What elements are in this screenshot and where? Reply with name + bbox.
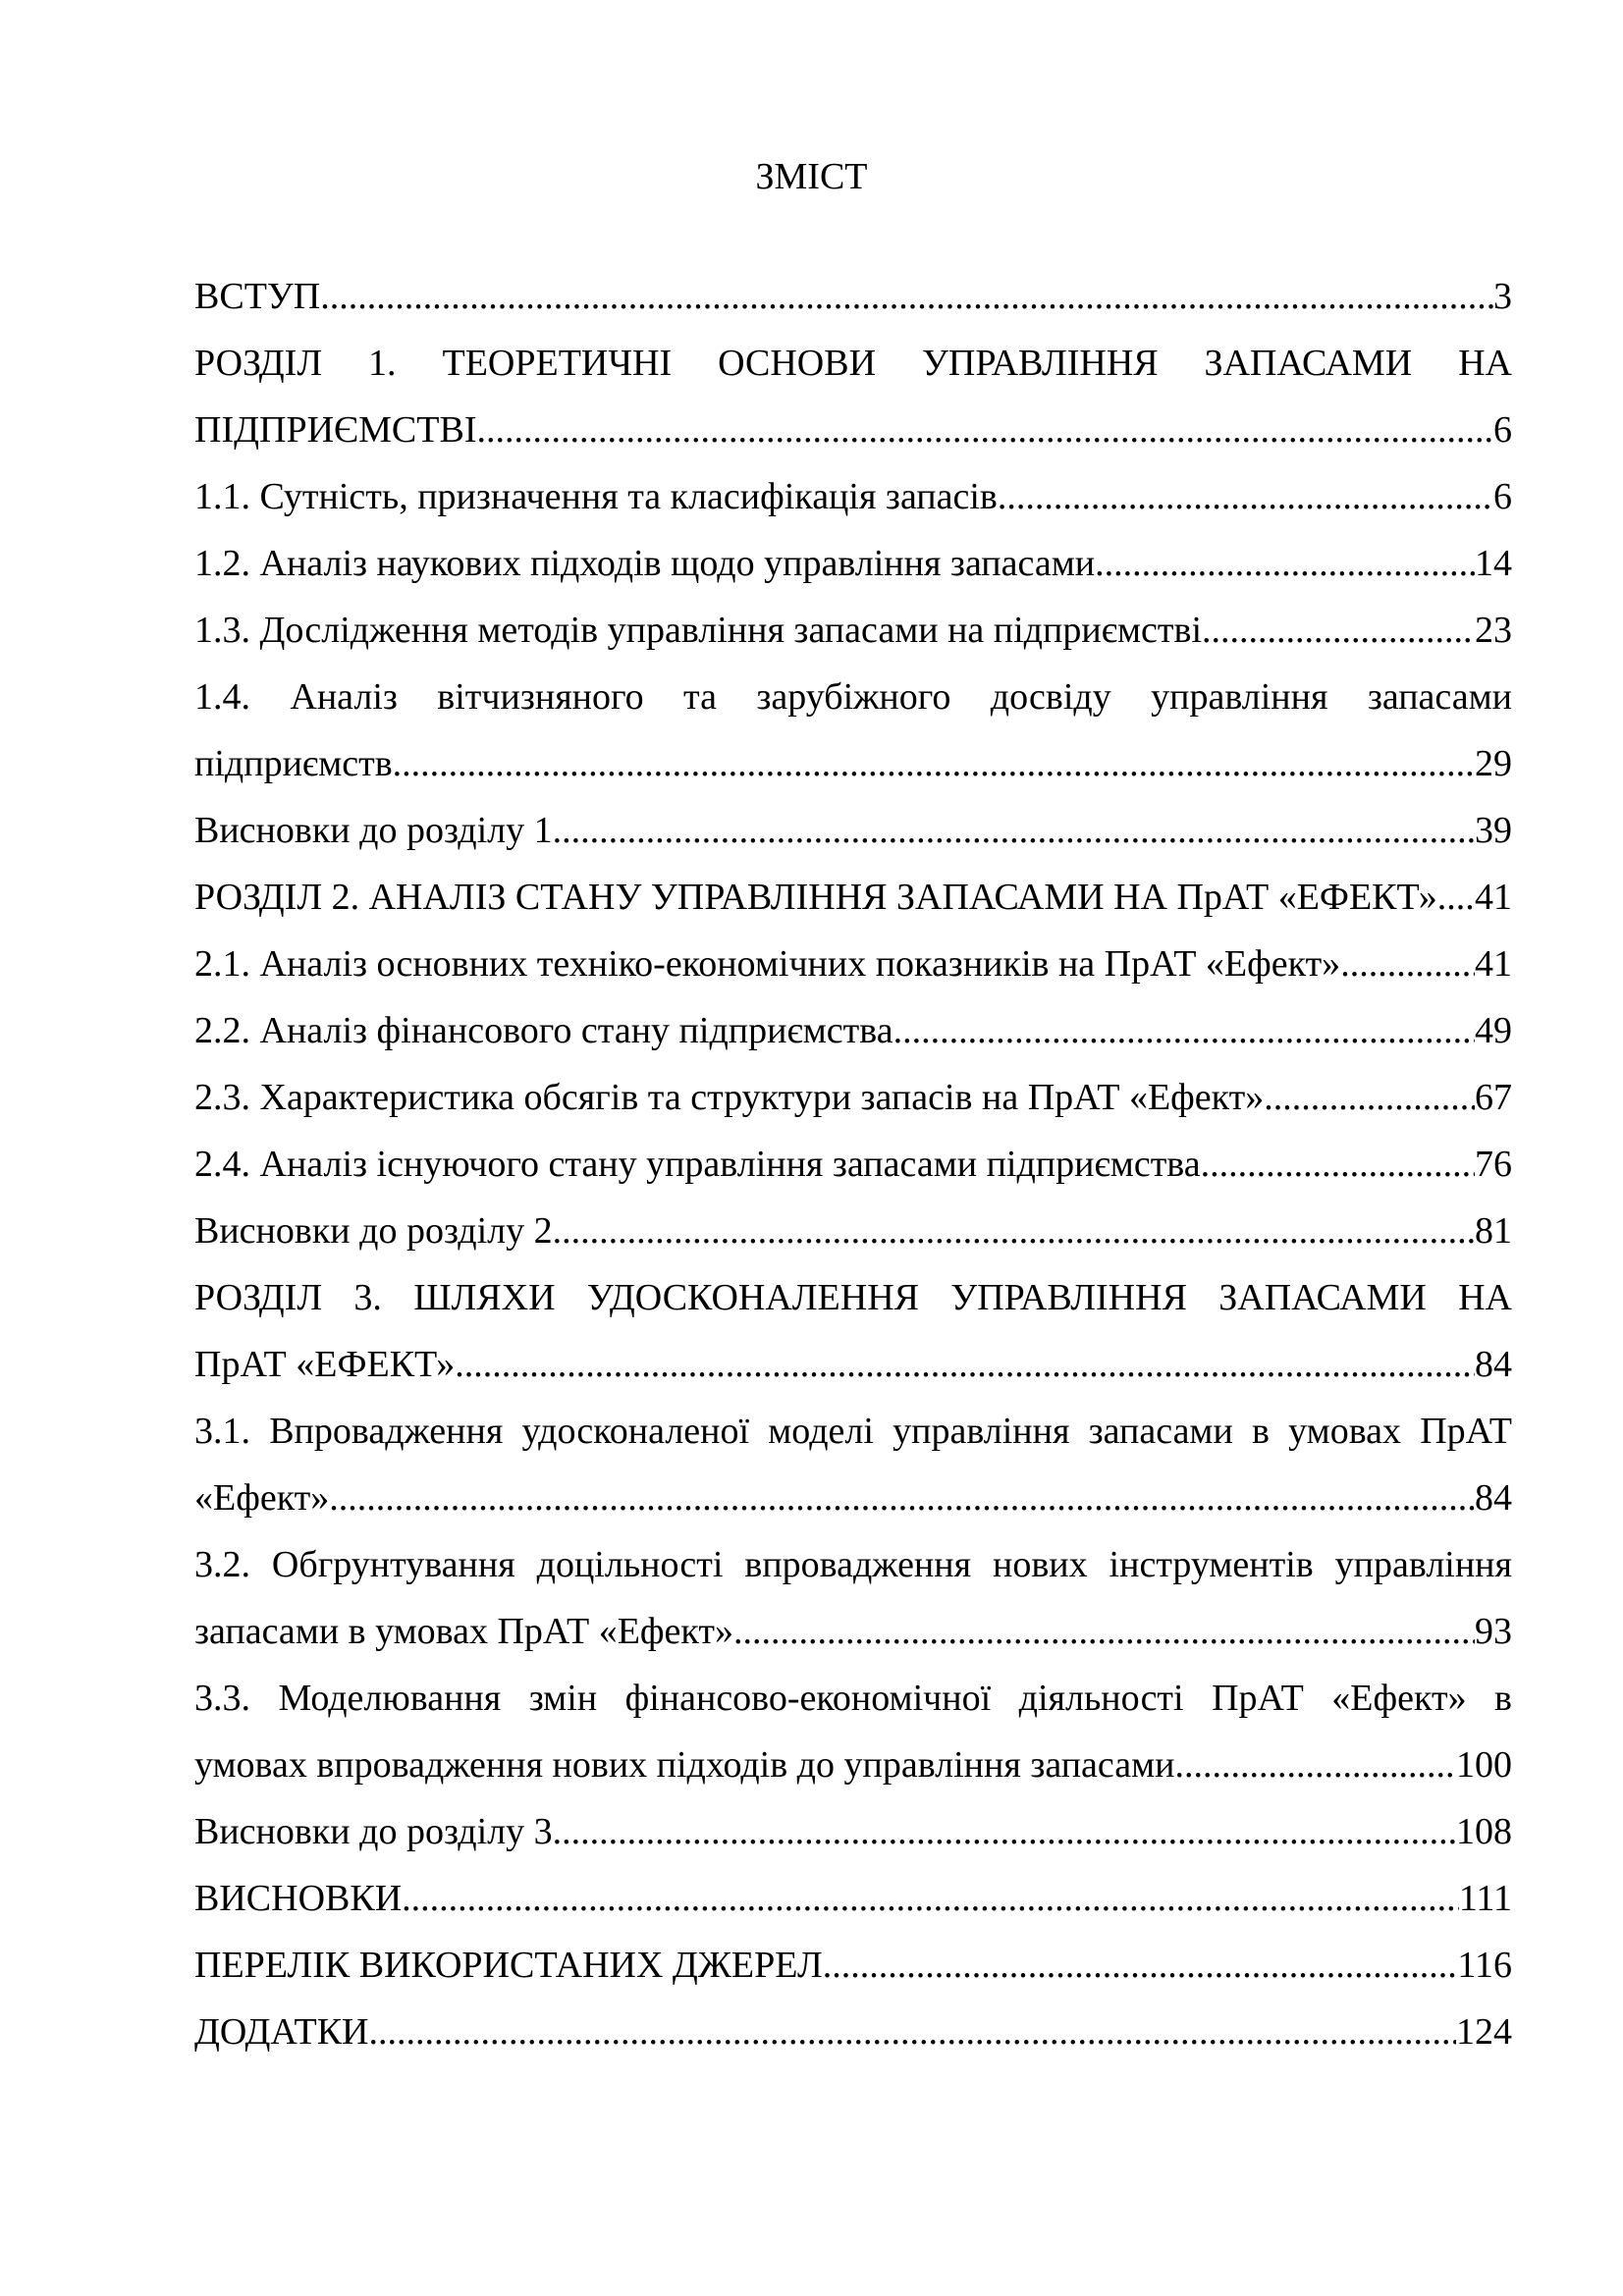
toc-entry-heading-text: 3.3. Моделювання змін фінансово-економічної діяльності ПрАТ «Ефект» в xyxy=(194,1678,1512,1719)
toc-entry xyxy=(194,530,1512,597)
toc-entry-first-line xyxy=(194,1665,1512,1732)
toc-entry-text: 2.1. Аналіз основних техніко-економічних показників на ПрАТ «Ефект» xyxy=(194,943,1341,985)
toc-page-number: 6 xyxy=(1493,476,1512,517)
toc-page-number: 84 xyxy=(1475,1477,1512,1519)
toc-entry-text: ВСТУП xyxy=(194,276,321,317)
dot-leader xyxy=(393,730,1475,797)
toc-entry xyxy=(194,1331,1512,1398)
toc-entry xyxy=(194,1798,1512,1865)
dot-leader xyxy=(553,1198,1475,1264)
toc-entry-first-line xyxy=(194,1264,1512,1331)
dot-leader xyxy=(455,1331,1475,1398)
toc-entry xyxy=(194,1932,1512,1999)
toc-page-number: 29 xyxy=(1475,743,1512,784)
dot-leader xyxy=(1201,1131,1475,1198)
toc-entry-text: 1.1. Сутність, призначення та класифікація запасів xyxy=(194,476,998,517)
toc-page-number: 49 xyxy=(1475,1010,1512,1051)
toc-entry xyxy=(194,864,1512,931)
toc-entry xyxy=(194,797,1512,864)
toc-page-number: 23 xyxy=(1475,610,1512,651)
toc-entry-text: ПЕРЕЛІК ВИКОРИСТАНИХ ДЖЕРЕЛ xyxy=(194,1945,823,1986)
dot-leader xyxy=(733,1598,1475,1665)
toc-entry-text: ПрАТ «ЕФЕКТ» xyxy=(194,1344,456,1385)
dot-leader xyxy=(893,997,1475,1064)
toc-entry xyxy=(194,263,1512,330)
toc-page-number: 6 xyxy=(1493,409,1512,451)
toc-page-number: 84 xyxy=(1475,1344,1512,1385)
toc-entry-text: ПІДПРИЄМСТВІ xyxy=(194,409,477,451)
toc-page-number: 116 xyxy=(1457,1945,1512,1986)
toc-page-number: 14 xyxy=(1475,543,1512,584)
toc-entry xyxy=(194,1465,1512,1531)
toc-entry-heading-text: 3.2. Обгрунтування доцільності впровадження нових інструментів управління xyxy=(194,1544,1512,1585)
dot-leader xyxy=(998,463,1493,530)
toc-entry-text: Висновки до розділу 2 xyxy=(194,1210,553,1252)
dot-leader xyxy=(1174,1732,1456,1798)
toc-entry-text: умовах впровадження нових підходів до управління запасами xyxy=(194,1744,1175,1786)
toc-page-number: 100 xyxy=(1456,1744,1512,1786)
toc-entry-text: 2.4. Аналіз існуючого стану управління запасами підприємства xyxy=(194,1144,1201,1185)
toc-entry-first-line xyxy=(194,1531,1512,1598)
toc-entry-text: «Ефект» xyxy=(194,1477,330,1519)
toc-page-number: 108 xyxy=(1456,1811,1512,1852)
dot-leader xyxy=(369,1999,1457,2065)
dot-leader xyxy=(402,1865,1459,1932)
dot-leader xyxy=(553,1798,1456,1865)
toc-page-number: 81 xyxy=(1475,1210,1512,1252)
toc-entry-first-line xyxy=(194,330,1512,397)
toc-page-number: 111 xyxy=(1458,1878,1512,1919)
toc-entry xyxy=(194,730,1512,797)
dot-leader xyxy=(1202,597,1475,664)
toc-entry-text: підприємств xyxy=(194,743,393,784)
dot-leader xyxy=(1340,931,1475,997)
toc-entry-text: 2.2. Аналіз фінансового стану підприємства xyxy=(194,1010,893,1051)
toc-page-number: 3 xyxy=(1493,276,1512,317)
toc-page-number: 41 xyxy=(1475,877,1512,918)
toc-entry xyxy=(194,1131,1512,1198)
dot-leader xyxy=(1264,1064,1475,1131)
toc-entry xyxy=(194,597,1512,664)
toc-entry xyxy=(194,1064,1512,1131)
toc-entry-text: Висновки до розділу 3 xyxy=(194,1811,553,1852)
toc-entry-heading-text: РОЗДІЛ 1. ТЕОРЕТИЧНІ ОСНОВИ УПРАВЛІННЯ ЗАПАСАМИ НА xyxy=(194,343,1512,384)
toc-entry-text: ДОДАТКИ xyxy=(194,2011,369,2053)
toc-entry-text: 1.3. Дослідження методів управління запасами на підприємстві xyxy=(194,610,1203,651)
toc-entry xyxy=(194,997,1512,1064)
toc-entry xyxy=(194,1865,1512,1932)
toc-entry xyxy=(194,1598,1512,1665)
toc-page-number: 124 xyxy=(1456,2011,1512,2053)
toc-entry-text: запасами в умовах ПрАТ «Ефект» xyxy=(194,1611,733,1652)
toc-page-number: 39 xyxy=(1475,810,1512,851)
toc-entry-text: 2.3. Характеристика обсягів та структури запасів на ПрАТ «Ефект» xyxy=(194,1077,1265,1118)
toc-page-number: 67 xyxy=(1475,1077,1512,1118)
toc-entry xyxy=(194,1732,1512,1798)
toc-entry xyxy=(194,931,1512,997)
toc-entry-heading-text: 1.4. Аналіз вітчизняного та зарубіжного досвіду управління запасами xyxy=(194,676,1512,718)
toc-page-number: 76 xyxy=(1475,1144,1512,1185)
toc-entry-text: 1.2. Аналіз наукових підходів щодо управління запасами xyxy=(194,543,1096,584)
toc-page-number: 41 xyxy=(1475,943,1512,985)
toc-entry xyxy=(194,1198,1512,1264)
dot-leader xyxy=(329,1465,1475,1531)
toc-entry-heading-text: 3.1. Впровадження удосконаленої моделі управління запасами в умовах ПрАТ xyxy=(194,1411,1512,1452)
toc-entry-text: ВИСНОВКИ xyxy=(194,1878,403,1919)
toc-page-number: 93 xyxy=(1475,1611,1512,1652)
toc-entry-text: РОЗДІЛ 2. АНАЛІЗ СТАНУ УПРАВЛІННЯ ЗАПАСАМИ НА ПрАТ «ЕФЕКТ» xyxy=(194,877,1437,918)
dot-leader xyxy=(1437,864,1475,931)
toc-entry xyxy=(194,397,1512,463)
dot-leader xyxy=(553,797,1475,864)
dot-leader xyxy=(320,263,1493,330)
toc-entry-first-line xyxy=(194,664,1512,730)
dot-leader xyxy=(476,397,1493,463)
toc-entry xyxy=(194,463,1512,530)
page-title: ЗМІСТ xyxy=(755,156,868,197)
toc-entry-first-line xyxy=(194,1398,1512,1465)
toc-entry-text: Висновки до розділу 1 xyxy=(194,810,553,851)
dot-leader xyxy=(823,1932,1458,1999)
toc-entry-heading-text: РОЗДІЛ 3. ШЛЯХИ УДОСКОНАЛЕННЯ УПРАВЛІННЯ ЗАПАСАМИ НА xyxy=(194,1277,1512,1318)
toc-entry xyxy=(194,1999,1512,2065)
dot-leader xyxy=(1095,530,1475,597)
